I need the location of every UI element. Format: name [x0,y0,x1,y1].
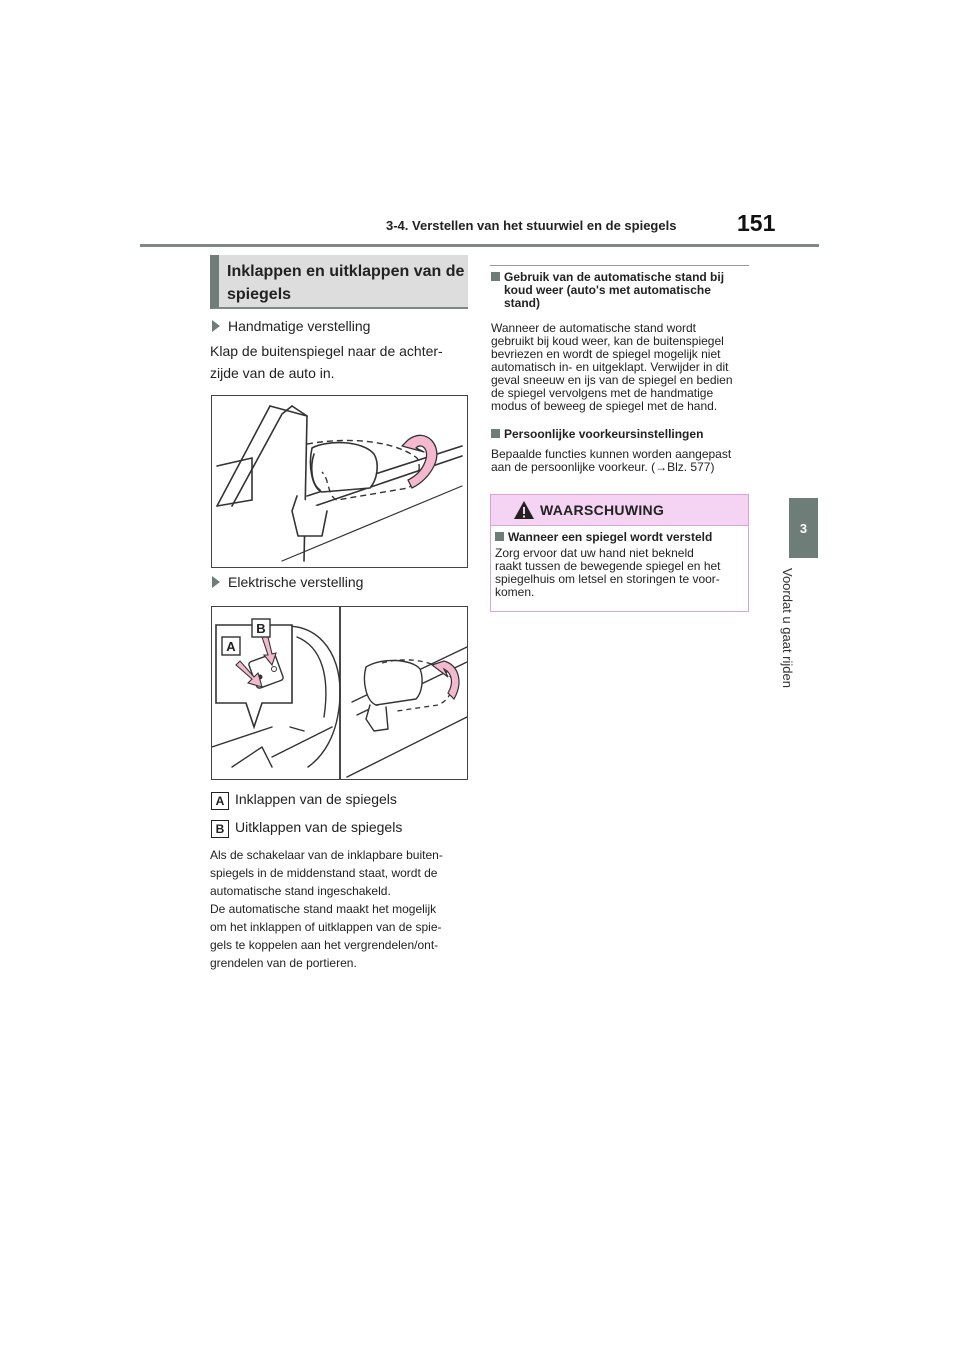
personal-settings-line: aan de persoonlijke voorkeur. (→Blz. 577) [491,460,715,474]
right-top-rule [490,265,749,266]
header-rule [140,244,819,247]
cold-weather-line: automatisch in- en uitgeklapt. Verwijder in dit [491,360,729,374]
legend-letter: A [211,792,229,810]
cold-weather-line: Wanneer de automatische stand wordt [491,321,697,335]
section-heading-text: Inklappen en uitklappen van de spiegels [227,263,465,303]
cold-weather-line: modus of beweeg de spiegel met de hand. [491,399,718,413]
cold-weather-line: gebruikt bij koud weer, kan de buitenspiegel [491,334,724,348]
personal-settings-body [491,448,749,474]
legend-text: Inklappen van de spiegels [235,791,397,807]
manual-folding-illustration [212,396,467,567]
warning-title-text: Wanneer een spiegel wordt versteld [508,530,713,544]
note-line: spiegels in de middenstand staat, wordt de [210,866,438,880]
legend-text: Uitklappen van de spiegels [235,819,403,835]
warning-line: spiegelhuis om letsel en storingen te voor- [495,572,720,586]
curved-arrow-icon [402,435,437,488]
section-header: 3-4. Verstellen van het stuurwiel en de spiegels [386,218,677,233]
cold-weather-line: bevriezen en wordt de spiegel mogelijk niet [491,347,721,361]
cold-weather-title-line: Gebruik van de automatische stand bij [504,270,725,284]
chapter-title-vertical [768,568,838,718]
note-line: gels te koppelen aan het vergrendelen/ont- [210,938,439,952]
electric-adjust-label [212,574,363,590]
warning-line: komen. [495,585,535,599]
auto-mode-note [210,846,443,972]
section-heading [210,255,468,309]
cold-weather-title-line: stand) [504,296,540,310]
legend-letter: B [211,820,229,838]
chapter-title: Voordat u gaat rijden [780,568,795,688]
page-number: 151 [737,210,776,236]
note-line: De automatische stand maakt het mogelijk [210,902,437,916]
note-line: grendelen van de portieren. [210,956,357,970]
warning-box [490,494,749,612]
note-line: om het inklappen of uitklappen van de spie- [210,920,442,934]
warning-header-text: WAARSCHUWING [540,502,665,518]
electric-folding-illustration [212,607,467,779]
legend-item-b [211,816,402,838]
cold-weather-line: geval sneeuw en ijs van de spiegel en bedien [491,373,733,387]
personal-settings-title [491,428,749,441]
cold-weather-line: de spiegel vervolgens met de handmatige [491,386,714,400]
manual-adjust-text: Handmatige verstelling [228,318,371,334]
square-bullet-icon [491,272,500,281]
chapter-number: 3 [799,520,808,536]
electric-adjust-text: Elektrische verstelling [228,574,364,590]
cold-weather-body [491,322,749,413]
cold-weather-title-line: koud weer (auto's met automatische [504,283,711,297]
warning-line: raakt tussen de bewegende spiegel en het [495,559,721,573]
figure-label-b: B [256,621,266,636]
warning-body [495,547,745,599]
cold-weather-title [491,271,749,310]
triangle-bullet-icon [212,320,220,332]
electric-folding-figure [211,606,468,780]
personal-settings-line: Bepaalde functies kunnen worden aangepast [491,447,732,461]
manual-instruction-line: zijde van de auto in. [210,365,335,381]
curved-arrow-icon [432,661,459,699]
figure-label-a: A [226,639,236,654]
warning-header [491,495,748,526]
note-line: Als de schakelaar van de inklapbare buiten- [210,848,443,862]
legend-item-a [211,788,397,810]
warning-line: Zorg ervoor dat uw hand niet bekneld [495,546,694,560]
manual-instruction [210,340,443,384]
personal-settings-title-text: Persoonlijke voorkeursinstellingen [504,427,704,441]
note-line: automatische stand ingeschakeld. [210,884,391,898]
warning-triangle-icon [513,500,535,520]
square-bullet-icon [495,532,504,541]
square-bullet-icon [491,429,500,438]
warning-title [495,531,745,544]
manual-instruction-line: Klap de buitenspiegel naar de achter- [210,343,443,359]
manual-adjust-label [212,318,370,334]
chapter-tab [789,498,818,558]
triangle-bullet-icon [212,576,220,588]
manual-folding-figure [211,395,468,568]
